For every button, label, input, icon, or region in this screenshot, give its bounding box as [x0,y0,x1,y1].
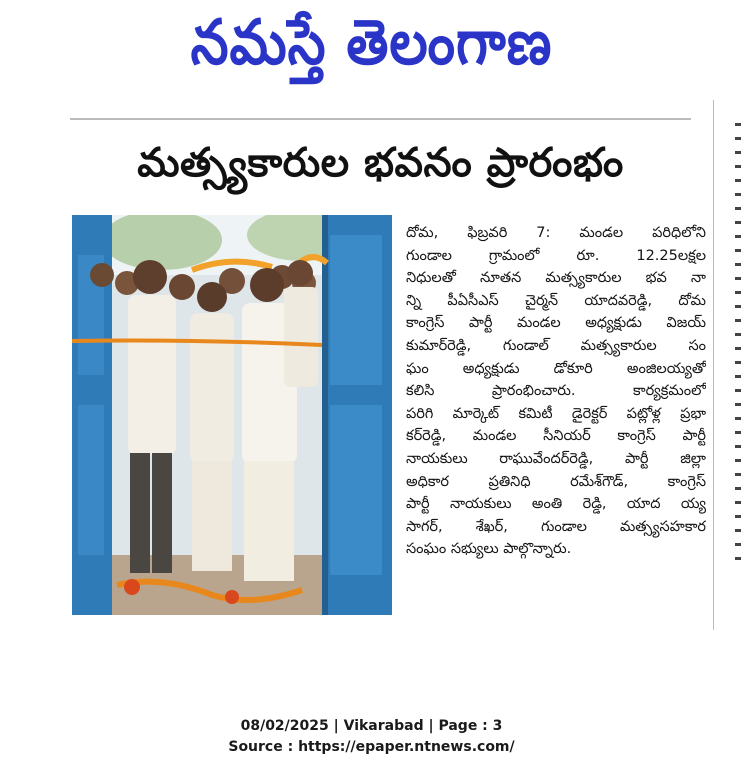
ribbon-cutting-photo [72,215,392,615]
footer-dateline: 08/02/2025 | Vikarabad | Page : 3 [240,718,503,734]
article-line: నిధులతో నూతన మత్స్యకారుల భవ నా [406,270,706,287]
article-line: అధికార ప్రతినిధి రమేశ్‌గౌడ్, కాంగ్రెస్ [406,473,706,490]
article-line: కుమార్‌రెడ్డి, గుండాల్ మత్స్యకారుల సం [406,337,706,354]
article-line: సాగర్, శేఖర్, గుండాల మత్స్యసహకార [406,518,706,535]
article-line: కాంగ్రెస్ పార్టీ మండల అధ్యక్షుడు విజయ్ [406,315,706,332]
article-line: కర్‌రెడ్డి, మండల సీనియర్ కాంగ్రెస్ పార్టీ [406,428,706,445]
article-body [406,222,706,561]
article-line: పరిగి మార్కెట్ కమిటీ డైరెక్టర్ పట్లోళ్ల ప్రభా [406,405,706,422]
article-line: గుండాల గ్రామంలో రూ. 12.25లక్షల [406,247,706,264]
article-headline: మత్స్యకారుల భవనం ప్రారంభం [137,140,624,186]
footer-source-link[interactable]: Source : https://epaper.ntnews.com/ [228,739,515,755]
adjacent-column-fragment [733,112,743,612]
masthead [0,0,743,100]
page-footer [0,716,743,758]
article-line: న్ని పీఏసీఎస్ చైర్మన్ యాదవరెడ్డి, దోమ [406,292,706,309]
top-divider [70,118,691,120]
column-divider [713,100,714,630]
article-line: నాయకులు రాఘువేందర్‌రెడ్డి, పార్టీ జిల్లా [406,450,706,467]
article-line: ఘం అధ్యక్షుడు డోకూరి అంజిలయ్యతో [406,360,706,377]
article-line: పార్టీ నాయకులు అంతి రెడ్డి, యాద య్య [406,496,706,513]
article-line: కలిసి ప్రారంభించారు. కార్యక్రమంలో [406,383,706,400]
newspaper-logo: నమస్తే తెలంగాణ [190,5,553,79]
article-line: దోమ, ఫిబ్రవరి 7: మండల పరిధిలోని [406,225,706,241]
article-line: సంఘం సభ్యులు పాల్గొన్నారు. [406,541,572,558]
